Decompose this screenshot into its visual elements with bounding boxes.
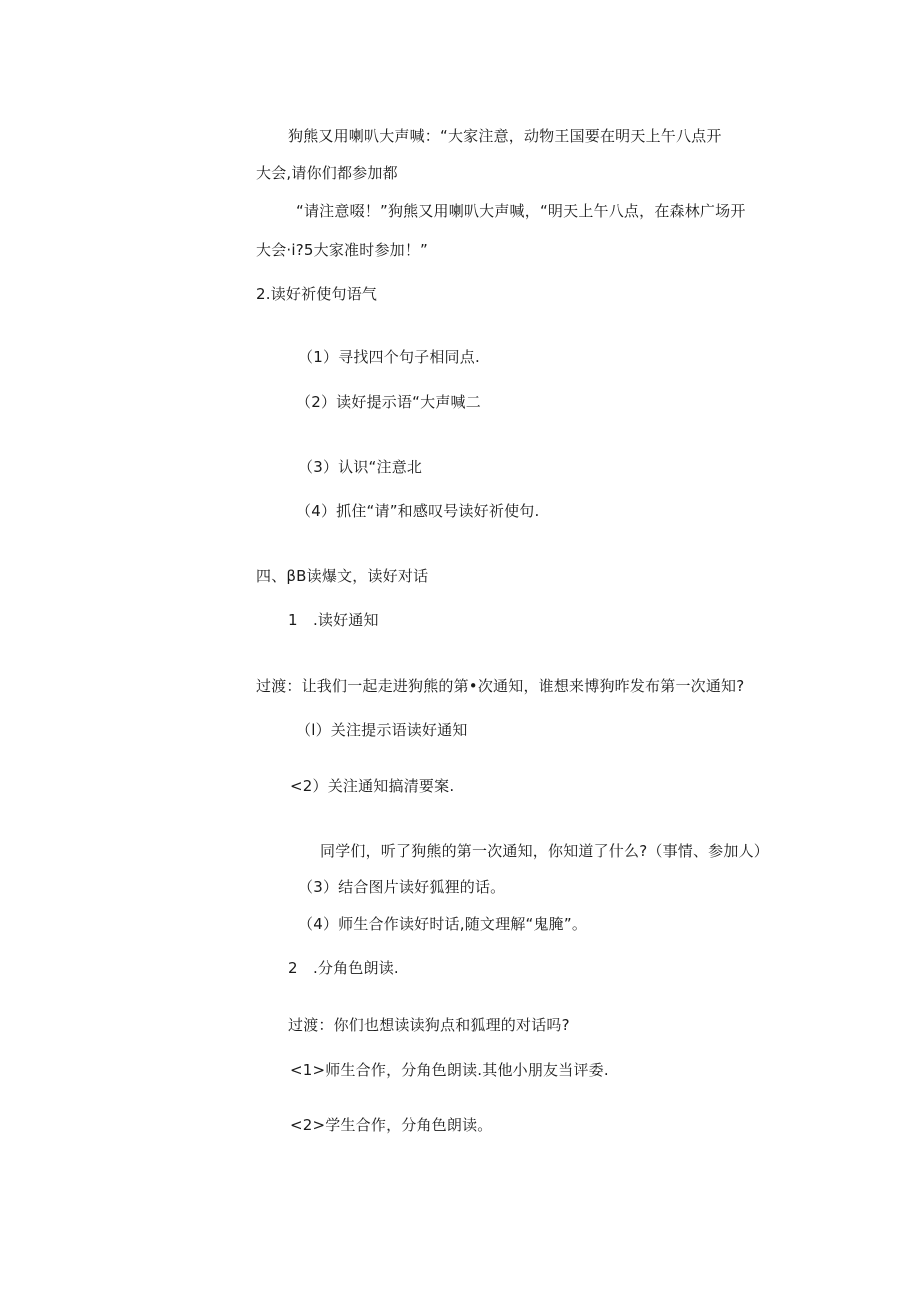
paragraph-line: 过渡：让我们一起走进狗熊的第•次通知，谁想来博狗昨发布第一次通知?: [256, 677, 745, 695]
list-item: （4）师生合作读好时话,随文理解“鬼腌”。: [298, 915, 588, 933]
list-item: （2）读好提示语“大声喊二: [296, 393, 481, 411]
subsection-heading: 2 .分角色朗读.: [288, 959, 399, 977]
paragraph-line: 过渡：你们也想读读狗点和狐理的对话吗?: [288, 1016, 570, 1034]
section-heading: 2.读好祈使句语气: [256, 285, 378, 303]
list-item: （3）认识“注意北: [298, 458, 423, 476]
list-item: （4）抓住“请”和感叹号读好祈使句.: [296, 502, 540, 520]
list-item: <2>学生合作，分角色朗读。: [290, 1116, 493, 1134]
section-heading: 四、βB读爆文，读好对话: [256, 567, 429, 585]
list-item: （1）寻找四个句子相同点.: [298, 348, 480, 366]
list-item: <2）关注通知搞清要案.: [290, 777, 455, 795]
list-item: （l）关注提示语读好通知: [296, 721, 468, 739]
list-item: <1>师生合作，分角色朗读.其他小朋友当评委.: [290, 1061, 609, 1079]
list-item: （3）结合图片读好狐狸的话。: [298, 878, 506, 896]
paragraph-line: 大会·i?5大家准时参加！”: [256, 241, 429, 259]
paragraph-line: 狗熊又用喇叭大声喊：“大家注意，动物王国要在明天上午八点开: [288, 127, 722, 145]
subsection-heading: 1 .读好通知: [288, 611, 379, 629]
paragraph-line: 大会,请你们都参加都: [256, 164, 398, 182]
paragraph-line: “请注意啜！”狗熊又用喇叭大声喊，“明天上午八点，在森林广场开: [296, 202, 746, 220]
paragraph-line: 同学们，听了狗熊的第一次通知，你知道了什么?（事情、参加人）: [320, 842, 769, 860]
